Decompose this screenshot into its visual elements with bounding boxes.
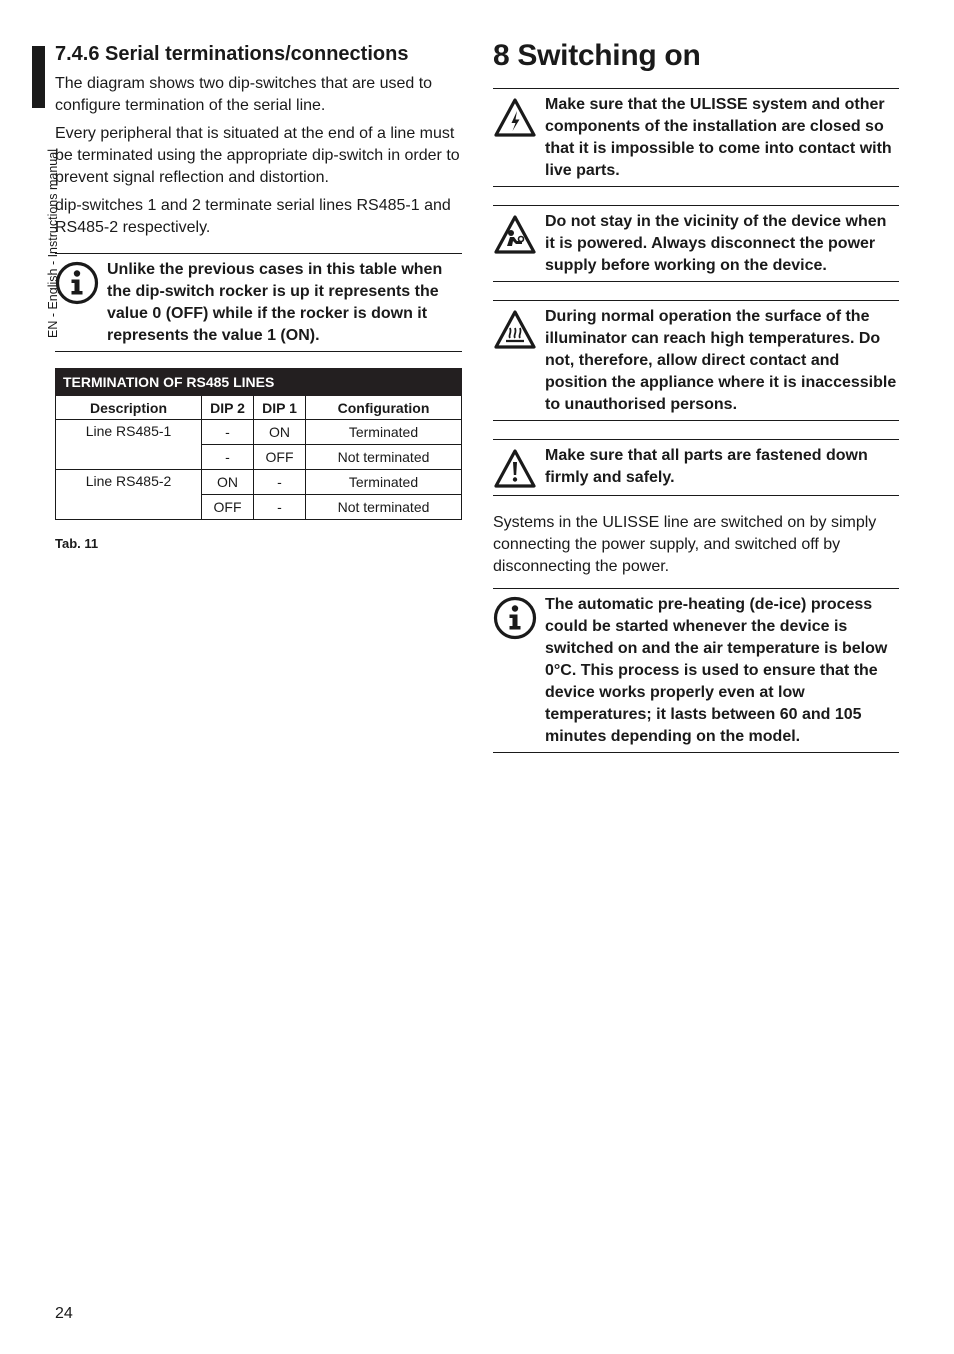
table-cell-description: Line RS485-1 xyxy=(56,420,202,470)
table-header-dip2: DIP 2 xyxy=(202,396,254,420)
info-notice-preheating xyxy=(493,588,899,753)
table-row xyxy=(56,470,462,495)
electric-shock-warning-icon xyxy=(493,96,537,140)
info-notice-dip-rocker xyxy=(55,253,462,352)
paragraph-intro: The diagram shows two dip-switches that are used to configure termination of the serial line. xyxy=(55,75,433,114)
info-notice-text: Unlike the previous cases in this table when the dip-switch rocker is up it represents the value 0 (OFF) while if the rocker is down it represents the value 1 (ON). xyxy=(107,261,443,344)
warning-text: Make sure that the ULISSE system and other components of the installation are closed so that it is impossible to come into contact with live parts. xyxy=(545,96,892,179)
table-cell-dip1: - xyxy=(254,470,306,495)
table-cell-configuration: Terminated xyxy=(306,420,462,445)
warning-text: During normal operation the surface of the illuminator can reach high temperatures. Do not, therefore, allow direct contact and position the appliance where it is inaccessible to unauthorised persons. xyxy=(545,308,897,413)
warning-live-parts xyxy=(493,88,899,187)
table-cell-dip1: ON xyxy=(254,420,306,445)
table-cell-configuration: Not terminated xyxy=(306,445,462,470)
hot-surface-warning-icon xyxy=(493,308,537,352)
table-cell-dip1: OFF xyxy=(254,445,306,470)
table-cell-dip2: - xyxy=(202,420,254,445)
warning-hot-surface xyxy=(493,300,899,421)
termination-table xyxy=(55,368,462,520)
chapter-heading: 8 Switching on xyxy=(493,39,701,72)
section-heading: 7.4.6 Serial terminations/connections xyxy=(55,43,409,65)
table-caption: Tab. 11 xyxy=(55,536,99,551)
paragraph-dip-switches: dip-switches 1 and 2 terminate serial lines RS485-1 and RS485-2 respectively. xyxy=(55,197,451,236)
warning-text: Do not stay in the vicinity of the device when it is powered. Always disconnect the power supply before working on the device. xyxy=(545,213,887,274)
table-cell-dip1: - xyxy=(254,495,306,520)
table-header-description: Description xyxy=(56,396,202,420)
table-cell-dip2: OFF xyxy=(202,495,254,520)
table-cell-configuration: Not terminated xyxy=(306,495,462,520)
warning-vicinity xyxy=(493,205,899,282)
side-tab-marker xyxy=(32,46,45,108)
warning-text: Make sure that all parts are fastened down firmly and safely. xyxy=(545,447,868,486)
warning-fastened xyxy=(493,439,899,496)
table-cell-configuration: Terminated xyxy=(306,470,462,495)
general-warning-icon xyxy=(493,447,537,491)
info-icon xyxy=(55,261,99,305)
table-cell-dip2: ON xyxy=(202,470,254,495)
table-row xyxy=(56,420,462,445)
side-label: EN - English - Instructions manual xyxy=(46,149,60,338)
table-cell-dip2: - xyxy=(202,445,254,470)
page-number: 24 xyxy=(55,1305,73,1322)
table-title: TERMINATION OF RS485 LINES xyxy=(56,369,462,396)
info-notice-text: The automatic pre-heating (de-ice) process could be started whenever the device is switched on and the air temperature is below 0°C. This process is used to ensure that the device works properly even at low temperatures; it lasts between 60 and 105 minutes depending on the model. xyxy=(545,596,888,745)
right-column xyxy=(493,38,899,753)
paragraph-termination: Every peripheral that is situated at the end of a line must be terminated using the appropriate dip-switch in order to prevent signal reflection and distortion. xyxy=(55,125,460,186)
crushing-hazard-warning-icon xyxy=(493,213,537,257)
info-icon xyxy=(493,596,537,640)
paragraph-switching: Systems in the ULISSE line are switched on by simply connecting the power supply, and switched off by disconnecting the power. xyxy=(493,514,877,575)
table-header-configuration: Configuration xyxy=(306,396,462,420)
table-header-dip1: DIP 1 xyxy=(254,396,306,420)
left-column xyxy=(55,40,462,551)
table-cell-description: Line RS485-2 xyxy=(56,470,202,520)
